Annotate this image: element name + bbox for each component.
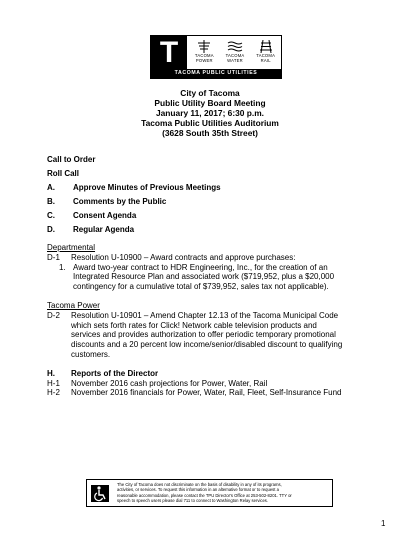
tacoma-public-utilities-logo	[150, 35, 282, 79]
header-date-time: January 11, 2017; 6:30 p.m.	[155, 108, 264, 118]
item-text: November 2016 financials for Power, Water, Rail, Fleet, Self-Insurance Fund	[71, 388, 342, 398]
item-line: discounts and a 20 percent low income/senior/disabled discount to qualifying	[71, 340, 343, 350]
agenda-item-text: Regular Agenda	[73, 225, 135, 234]
reports-code: H.	[47, 368, 55, 378]
item-h2	[47, 388, 387, 398]
roll-call: Roll Call	[47, 169, 80, 178]
item-d1-subitem	[47, 263, 387, 292]
agenda-body	[47, 155, 387, 398]
logo-unit-line1: TACOMA	[256, 53, 276, 58]
item-line: services and provides authorization to offer periodic temporary promotional	[71, 330, 336, 340]
subitem-line: Integrated Resource Plan and associated work ($719,952, plus a $20,000	[73, 272, 335, 282]
item-h1	[47, 379, 387, 389]
header-venue: Tacoma Public Utilities Auditorium	[141, 118, 279, 128]
agenda-item-code: B.	[47, 197, 55, 206]
reports-heading: Reports of the Director	[71, 368, 159, 378]
accessibility-notice-text	[117, 482, 331, 503]
item-text: November 2016 cash projections for Power, Water, Rail	[71, 378, 268, 388]
agenda-item-a	[47, 183, 387, 197]
agenda-item-text: Approve Minutes of Previous Meetings	[73, 183, 221, 192]
item-d2	[47, 311, 387, 360]
item-line: which sets forth rates for Click! Network cable television products and	[71, 320, 317, 330]
logo-unit-power	[189, 38, 220, 70]
tacoma-power-heading: Tacoma Power	[47, 300, 100, 310]
item-line: customers.	[71, 349, 111, 359]
item-code: H-1	[47, 378, 60, 388]
logo-letter: T	[151, 36, 187, 70]
header-meeting-title: Public Utility Board Meeting	[154, 98, 266, 108]
notice-line: reasonable accommodation, please contact the TPU Director's Office at 253-502-8201. TTY or	[117, 492, 292, 498]
page-number: 1	[381, 519, 386, 528]
water-waves-icon	[227, 40, 243, 53]
item-code: D-2	[47, 310, 60, 320]
departmental-heading: Departmental	[47, 243, 96, 252]
item-code: D-1	[47, 252, 60, 262]
agenda-item-c	[47, 211, 387, 225]
logo-unit-rail	[250, 38, 281, 70]
logo-units	[189, 38, 281, 70]
subitem-line: Award two-year contract to HDR Engineering, Inc., for the creation of an	[73, 262, 328, 272]
logo-unit-water	[220, 38, 251, 70]
agenda-item-code: C.	[47, 211, 55, 220]
agenda-item-text: Consent Agenda	[73, 211, 137, 220]
reports-heading-row	[47, 369, 387, 379]
logo-bar-text: TACOMA PUBLIC UTILITIES	[151, 69, 281, 78]
header-address: (3628 South 35th Street)	[162, 128, 258, 138]
notice-line: The City of Tacoma does not discriminate on the basis of disability in any of its programs,	[117, 482, 282, 487]
item-line: Resolution U-10901 – Amend Chapter 12.13 of the Tacoma Municipal Code	[71, 310, 339, 320]
subitem-text	[73, 263, 387, 292]
rail-tracks-icon	[259, 40, 273, 53]
item-d1	[47, 253, 387, 263]
item-code: H-2	[47, 388, 60, 398]
logo-unit-line1: TACOMA	[194, 53, 214, 58]
agenda-item-code: D.	[47, 225, 55, 234]
meeting-header	[0, 88, 420, 138]
agenda-item-b	[47, 197, 387, 211]
logo-unit-line1: TACOMA	[225, 53, 245, 58]
agenda-item-code: A.	[47, 183, 55, 192]
agenda-item-d	[47, 225, 387, 239]
header-city: City of Tacoma	[180, 88, 240, 98]
logo-unit-line2: WATER	[227, 57, 243, 63]
subitem-code: 1.	[59, 262, 66, 272]
wheelchair-icon	[91, 485, 109, 502]
notice-line: speech to speech users please dial 711 to connect to Washington Relay services.	[117, 497, 269, 503]
call-to-order: Call to Order	[47, 155, 96, 164]
item-text: Resolution U-10900 – Award contracts and approve purchases:	[71, 252, 296, 262]
accessibility-notice	[86, 479, 333, 507]
item-text	[71, 311, 387, 360]
power-lines-icon	[197, 40, 211, 53]
agenda-item-text: Comments by the Public	[73, 197, 167, 206]
logo-unit-line2: RAIL	[260, 57, 271, 63]
subitem-line: contingency for a cumulative total of $739,952, sales tax not applicable).	[73, 282, 329, 292]
logo-unit-line2: POWER	[195, 57, 213, 63]
notice-line: activities, or services. To request this information in an alternative format or to request a	[117, 487, 279, 493]
